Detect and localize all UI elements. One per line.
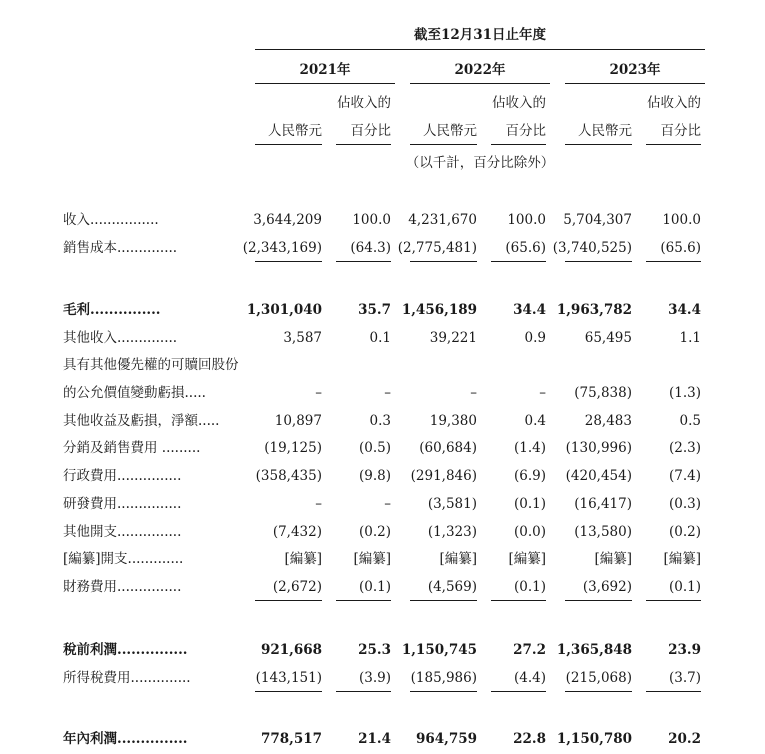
subtotal-rule: [646, 691, 701, 692]
pct-cell: [編纂]: [663, 551, 701, 567]
rmb-cell: 10,897: [274, 413, 322, 429]
subtotal-rule: [255, 691, 322, 692]
pct-cell: (0.1): [358, 579, 391, 595]
row-label: 財務費用...............: [63, 579, 182, 595]
subtotal-rule: [410, 600, 477, 601]
subtotal-rule: [336, 691, 391, 692]
pct-head-2021-underline: [336, 144, 391, 145]
pct-cell: (9.8): [358, 468, 391, 484]
year-2023: 2023年: [609, 62, 661, 78]
rmb-cell: 1,301,040: [246, 302, 322, 318]
unit-note: （以千計，百分比除外）: [405, 155, 555, 171]
pct-cell: (0.1): [668, 579, 701, 595]
year-2022-underline: [410, 83, 550, 84]
row-label: [編纂]開支.............: [63, 551, 184, 567]
rmb-cell: (2,775,481): [397, 240, 477, 256]
rmb-cell: 3,644,209: [253, 212, 322, 228]
rmb-cell: 39,221: [429, 330, 477, 346]
pct-cell: –: [384, 496, 391, 512]
pct-cell: 34.4: [513, 302, 546, 318]
pct-head-2022-l1: 佔收入的: [492, 95, 546, 111]
row-label: 研發費用...............: [63, 496, 182, 512]
period-header: 截至12月31日止年度: [413, 27, 547, 43]
rmb-cell: (420,454): [565, 468, 632, 484]
rmb-cell: (2,343,169): [242, 240, 322, 256]
pct-cell: 34.4: [668, 302, 701, 318]
pct-cell: 100.0: [507, 212, 546, 228]
pct-cell: 0.4: [524, 413, 546, 429]
row-label: 行政費用...............: [63, 468, 182, 484]
subtotal-rule: [491, 691, 546, 692]
row-label: 稅前利潤...............: [63, 642, 188, 658]
pct-cell: –: [384, 385, 391, 401]
pct-cell: 20.2: [668, 731, 701, 747]
row-label: 其他收益及虧損，淨額.....: [63, 413, 220, 429]
pct-cell: (6.9): [513, 468, 546, 484]
row-label: 其他收入..............: [63, 330, 178, 346]
rmb-cell: 778,517: [260, 731, 322, 747]
pct-cell: 23.9: [668, 642, 701, 658]
rmb-cell: [編纂]: [284, 551, 322, 567]
rmb-cell: (185,986): [410, 670, 477, 686]
rmb-head-2023: 人民幣元: [578, 123, 632, 139]
rmb-cell: 921,668: [260, 642, 322, 658]
rmb-cell: (358,435): [255, 468, 322, 484]
year-2021: 2021年: [299, 62, 351, 78]
pct-cell: (0.2): [358, 524, 391, 540]
rmb-cell: 3,587: [283, 330, 322, 346]
pct-cell: (7.4): [668, 468, 701, 484]
subtotal-rule: [565, 691, 632, 692]
rmb-cell: (4,569): [427, 579, 477, 595]
pct-cell: 1.1: [679, 330, 701, 346]
rmb-head-2023-underline: [565, 144, 632, 145]
rmb-cell: (13,580): [574, 524, 632, 540]
rmb-cell: [編纂]: [439, 551, 477, 567]
rmb-head-2021-underline: [255, 144, 322, 145]
pct-cell: (0.1): [513, 579, 546, 595]
pct-head-2023-underline: [646, 144, 701, 145]
rmb-head-2021: 人民幣元: [268, 123, 322, 139]
rmb-cell: (7,432): [272, 524, 322, 540]
pct-head-2022-l2: 百分比: [505, 123, 546, 139]
pct-cell: 25.3: [358, 642, 391, 658]
row-label: 銷售成本..............: [63, 240, 178, 256]
pct-cell: 0.1: [369, 330, 391, 346]
rmb-cell: –: [315, 385, 322, 401]
subtotal-rule: [336, 261, 391, 262]
subtotal-rule: [491, 261, 546, 262]
subtotal-rule: [255, 261, 322, 262]
rmb-cell: (16,417): [574, 496, 632, 512]
pct-cell: (1.3): [668, 385, 701, 401]
subtotal-rule: [491, 600, 546, 601]
rmb-cell: (3,692): [582, 579, 632, 595]
pct-head-2021-l2: 百分比: [350, 123, 391, 139]
pct-cell: (0.2): [668, 524, 701, 540]
pct-cell: (4.4): [513, 670, 546, 686]
row-label: 年內利潤...............: [63, 731, 188, 747]
pct-head-2023-l1: 佔收入的: [647, 95, 701, 111]
row-label: 分銷及銷售費用 .........: [63, 440, 201, 456]
rmb-cell: 1,365,848: [556, 642, 632, 658]
subtotal-rule: [410, 261, 477, 262]
rmb-cell: (1,323): [427, 524, 477, 540]
pct-cell: (65.6): [505, 240, 546, 256]
row-label: 收入................: [63, 212, 159, 228]
rmb-head-2022-underline: [410, 144, 477, 145]
pct-head-2023-l2: 百分比: [660, 123, 701, 139]
rmb-cell: (130,996): [565, 440, 632, 456]
row-label: 的公允價值變動虧損.....: [63, 385, 206, 401]
row-label: 具有其他優先權的可贖回股份: [63, 357, 239, 373]
pct-head-2022-underline: [491, 144, 546, 145]
pct-cell: (0.1): [513, 496, 546, 512]
subtotal-rule: [565, 261, 632, 262]
pct-cell: (1.4): [513, 440, 546, 456]
pct-cell: [編纂]: [353, 551, 391, 567]
rmb-cell: (75,838): [574, 385, 632, 401]
rmb-cell: –: [470, 385, 477, 401]
pct-cell: 0.3: [369, 413, 391, 429]
pct-cell: (0.5): [358, 440, 391, 456]
pct-cell: (0.3): [668, 496, 701, 512]
rmb-cell: (291,846): [410, 468, 477, 484]
row-label: 所得稅費用..............: [63, 670, 191, 686]
rmb-cell: –: [315, 496, 322, 512]
rmb-cell: 964,759: [415, 731, 477, 747]
rmb-cell: (2,672): [272, 579, 322, 595]
rmb-cell: (60,684): [419, 440, 477, 456]
rmb-cell: 4,231,670: [408, 212, 477, 228]
subtotal-rule: [646, 600, 701, 601]
pct-cell: 35.7: [358, 302, 391, 318]
subtotal-rule: [255, 600, 322, 601]
pct-cell: (0.0): [513, 524, 546, 540]
rmb-cell: (19,125): [264, 440, 322, 456]
rmb-cell: 1,456,189: [401, 302, 477, 318]
pct-cell: [編纂]: [508, 551, 546, 567]
subtotal-rule: [565, 600, 632, 601]
rmb-cell: 19,380: [429, 413, 477, 429]
rmb-head-2022: 人民幣元: [423, 123, 477, 139]
pct-cell: (3.7): [668, 670, 701, 686]
rmb-cell: 65,495: [584, 330, 632, 346]
year-2023-underline: [565, 83, 705, 84]
rmb-cell: 28,483: [584, 413, 632, 429]
year-2022: 2022年: [454, 62, 506, 78]
rmb-cell: [編纂]: [594, 551, 632, 567]
rmb-cell: (3,581): [427, 496, 477, 512]
pct-head-2021-l1: 佔收入的: [337, 95, 391, 111]
rmb-cell: (215,068): [565, 670, 632, 686]
rmb-cell: (3,740,525): [552, 240, 632, 256]
pct-cell: 100.0: [352, 212, 391, 228]
rmb-cell: 5,704,307: [563, 212, 632, 228]
row-label: 毛利...............: [63, 302, 161, 318]
pct-cell: (3.9): [358, 670, 391, 686]
pct-cell: (65.6): [660, 240, 701, 256]
pct-cell: 100.0: [662, 212, 701, 228]
rmb-cell: 1,150,780: [556, 731, 632, 747]
pct-cell: (64.3): [350, 240, 391, 256]
rmb-cell: 1,963,782: [556, 302, 632, 318]
year-2021-underline: [255, 83, 395, 84]
subtotal-rule: [646, 261, 701, 262]
subtotal-rule: [336, 600, 391, 601]
subtotal-rule: [410, 691, 477, 692]
pct-cell: (2.3): [668, 440, 701, 456]
period-underline: [255, 49, 705, 50]
rmb-cell: 1,150,745: [401, 642, 477, 658]
pct-cell: 0.5: [679, 413, 701, 429]
pct-cell: 0.9: [524, 330, 546, 346]
pct-cell: 27.2: [513, 642, 546, 658]
row-label: 其他開支...............: [63, 524, 182, 540]
pct-cell: –: [539, 385, 546, 401]
pct-cell: 21.4: [358, 731, 391, 747]
rmb-cell: (143,151): [255, 670, 322, 686]
pct-cell: 22.8: [513, 731, 546, 747]
